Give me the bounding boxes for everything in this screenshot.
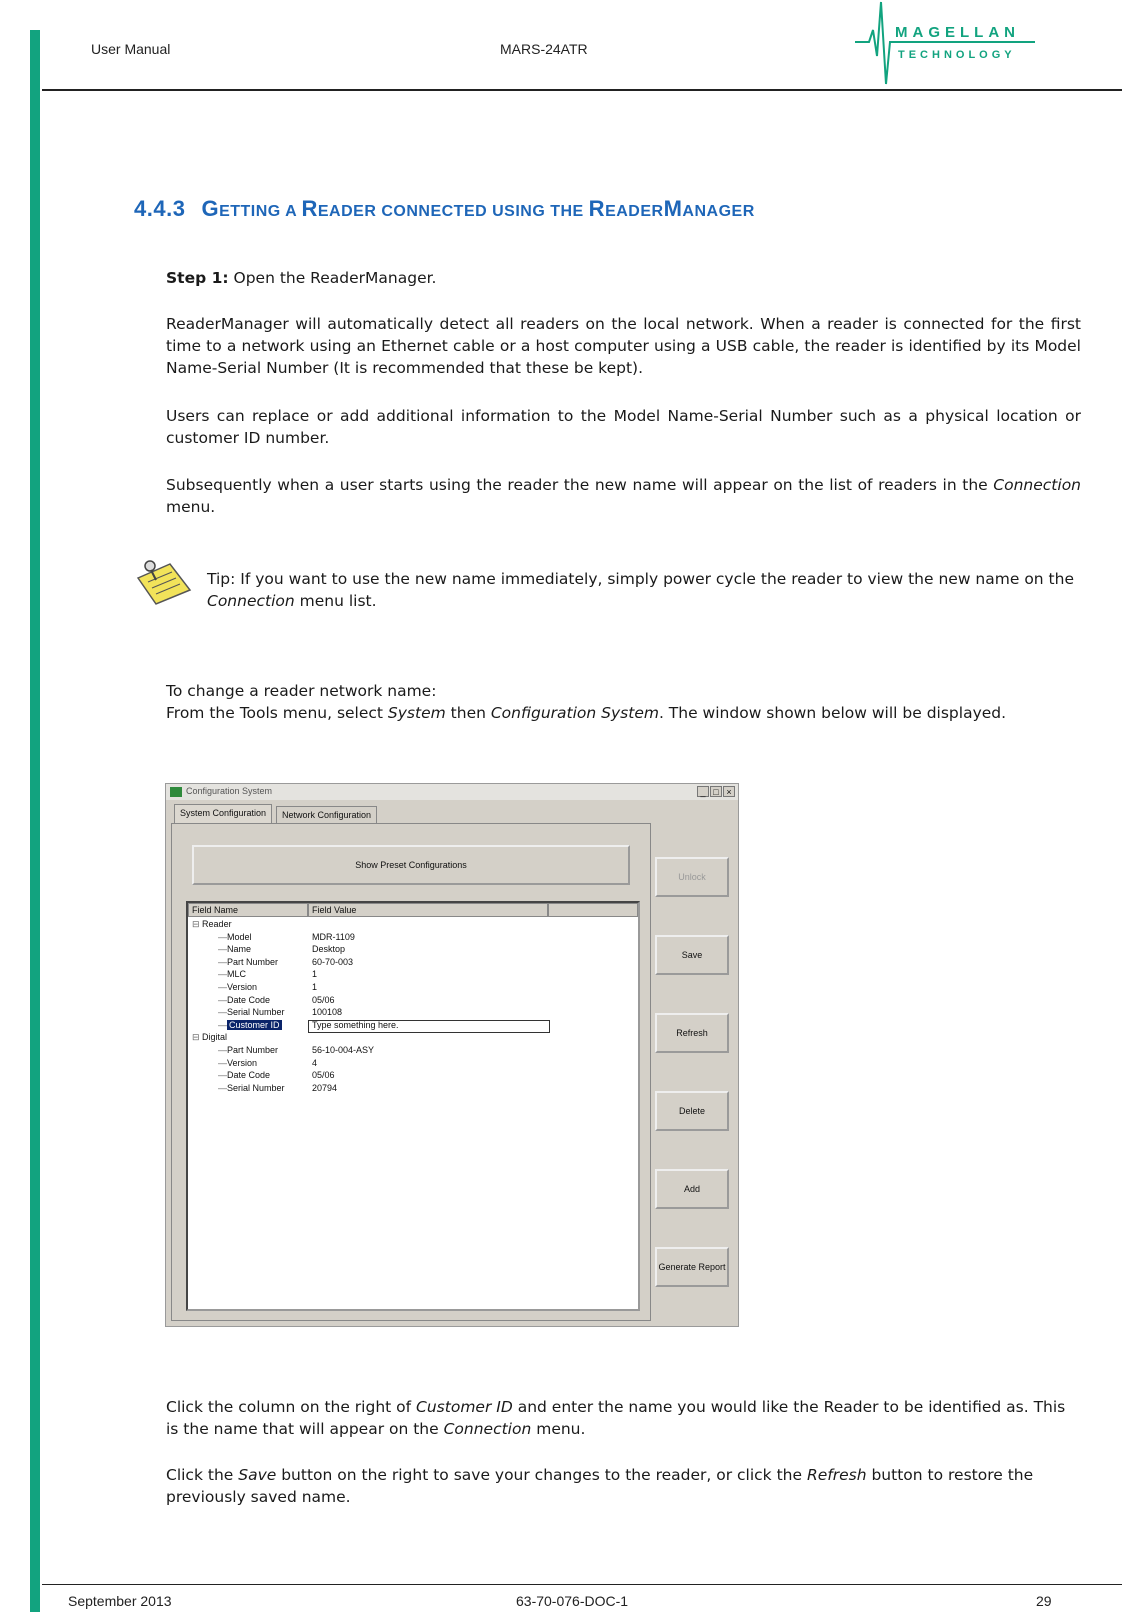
minimize-icon[interactable]: _ (697, 786, 709, 797)
title-cap: M (663, 196, 683, 221)
title-cap: G (201, 196, 220, 221)
tree-row-name[interactable]: ⊟ Digital (192, 1032, 228, 1043)
column-header-field-name[interactable]: Field Name (188, 903, 308, 917)
paragraph-customer-id: Click the column on the right of Customer ID and enter the name you would like the Reader to be identified as. This is the name that will appear on the Connection menu. (166, 1398, 1066, 1438)
tree-row-value[interactable]: 100108 (312, 1007, 343, 1018)
change-name-intro: To change a reader network name: From the Tools menu, select System then Configuration System. The window shown below will be displayed. (166, 682, 1007, 722)
side-accent-bar (30, 30, 40, 1612)
tree-row-name[interactable]: —Part Number (218, 1045, 279, 1055)
header-product: MARS-24ATR (500, 41, 588, 57)
add-button[interactable]: Add (655, 1169, 729, 1209)
tree-row-name[interactable]: —Date Code (218, 1070, 271, 1081)
paragraph-replace: Users can replace or add additional information to the Model Name-Serial Number such as a physical location or customer ID number. (166, 407, 1081, 447)
tree-row-value[interactable]: Desktop (312, 944, 346, 955)
logo-text-bottom: TECHNOLOGY (898, 49, 1016, 61)
tree-row-value[interactable]: 4 (312, 1057, 318, 1068)
tree-row-name[interactable]: —Serial Number (218, 1007, 285, 1018)
paragraph-save-refresh: Click the Save button on the right to save your changes to the reader, or click the Refresh button to restore the previously saved name. (166, 1466, 1034, 1506)
title-cap: R (588, 196, 606, 221)
footer-doc-number: 63-70-076-DOC-1 (516, 1593, 629, 1609)
footer-date: September 2013 (68, 1593, 172, 1609)
title-small: EADER (605, 203, 664, 220)
tab-system-configuration[interactable]: System Configuration (174, 804, 272, 824)
delete-button[interactable]: Delete (655, 1091, 729, 1131)
tab-network-configuration[interactable]: Network Configuration (276, 806, 377, 824)
tree-row-name[interactable]: —Version (218, 982, 258, 992)
tree-row-value[interactable]: 20794 (312, 1082, 338, 1093)
tree-row-value[interactable]: 56-10-004-ASY (312, 1045, 375, 1055)
tree-row-value[interactable]: 1 (312, 982, 318, 992)
step-1-label: Step 1: (166, 269, 229, 287)
column-header-blank (548, 903, 638, 917)
tree-row-value[interactable]: Type something here. (312, 1019, 399, 1030)
footer-rule (42, 1584, 1122, 1585)
section-number: 4.4.3 (134, 196, 186, 221)
tree-row-value[interactable]: 05/06 (312, 1070, 335, 1081)
title-small: EADER CONNECTED USING THE (317, 203, 589, 220)
footer-page-number: 29 (1036, 1593, 1052, 1609)
header-rule (42, 89, 1122, 91)
column-header-field-value[interactable]: Field Value (308, 903, 548, 917)
field-tree[interactable] (186, 901, 640, 1311)
tree-row-name[interactable]: —Serial Number (218, 1082, 285, 1093)
save-button[interactable]: Save (655, 935, 729, 975)
tree-row-value[interactable]: 05/06 (312, 994, 335, 1005)
generate-report-button[interactable]: Generate Report (655, 1247, 729, 1287)
paragraph-detect: ReaderManager will automatically detect all readers on the local network. When a reader is connected for the first time to a network using an Ethernet cable or a host computer using a USB cable, the reader is identified by its Model Name-Serial Number (It is recommended that these be kept). (166, 315, 1081, 377)
tree-row-value[interactable]: 1 (312, 969, 318, 980)
tree-row-value[interactable]: 60-70-003 (312, 956, 354, 967)
tree-row-value[interactable]: MDR-1109 (312, 931, 355, 942)
section-heading (134, 196, 755, 222)
page-header (0, 0, 1122, 92)
title-cap: R (301, 196, 318, 221)
tree-row-name[interactable]: —Date Code (218, 994, 271, 1005)
step-1-text: Open the ReaderManager. (228, 269, 437, 287)
window-titlebar (166, 784, 738, 800)
unlock-button[interactable]: Unlock (655, 857, 729, 897)
magellan-logo (855, 0, 1035, 90)
header-doc-type: User Manual (91, 41, 171, 57)
window-title: Configuration System (186, 786, 273, 796)
configuration-system-window (165, 783, 739, 1327)
tree-row-name[interactable]: ⊟ Reader (192, 919, 232, 929)
app-icon (170, 787, 182, 797)
tree-row-name[interactable]: —Name (218, 944, 252, 955)
tree-row-name[interactable]: — Customer ID (218, 1019, 280, 1030)
logo-text-top: MAGELLAN (895, 24, 1020, 41)
refresh-button[interactable]: Refresh (655, 1013, 729, 1053)
step-1 (166, 267, 1081, 289)
tree-row-name[interactable]: —MLC (218, 969, 247, 980)
tree-row-name[interactable]: —Part Number (218, 956, 279, 967)
title-small: ETTING A (219, 203, 302, 220)
maximize-icon[interactable]: □ (710, 786, 722, 797)
paragraph-subsequently: Subsequently when a user starts using the reader the new name will appear on the list of readers in the Connection menu. (166, 476, 1081, 516)
tip-note-icon (134, 556, 194, 606)
close-icon[interactable]: × (723, 786, 735, 797)
tree-row-name[interactable]: —Version (218, 1057, 258, 1068)
tip-text: Tip: If you want to use the new name immediately, simply power cycle the reader to view the new name on the Connection menu list. (207, 570, 1074, 610)
tree-row-name[interactable]: —Model (218, 931, 252, 942)
show-preset-configurations-button[interactable]: Show Preset Configurations (192, 845, 630, 885)
title-small: ANAGER (682, 203, 755, 220)
